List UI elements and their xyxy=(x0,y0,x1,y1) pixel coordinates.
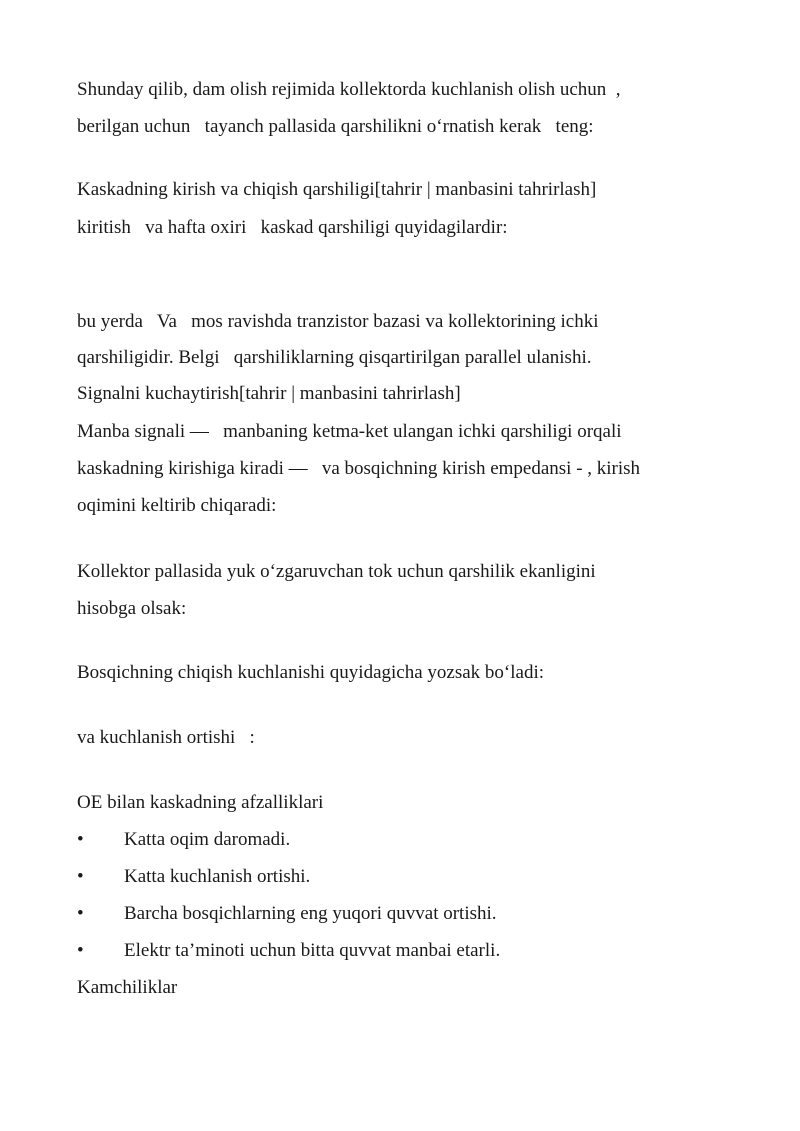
paragraph-text: oqimini keltirib chiqaradi: xyxy=(77,495,277,516)
list-item-text: Katta oqim daromadi. xyxy=(124,829,291,850)
list-item-text: Elektr ta’minoti uchun bitta quvvat manbai etarli. xyxy=(124,940,501,961)
list-item-text: Barcha bosqichlarning eng yuqori quvvat ortishi. xyxy=(124,903,497,924)
paragraph-text: Bosqichning chiqish kuchlanishi quyidagicha yozsak bo‘ladi: xyxy=(77,662,545,683)
bullet-marker: • xyxy=(77,866,84,887)
paragraph-text: va kuchlanish ortishi : xyxy=(77,727,255,748)
disadvantages-heading: Kamchiliklar xyxy=(77,977,178,998)
paragraph-text: qarshiligidir. Belgi qarshiliklarning qisqartirilgan parallel ulanishi. xyxy=(77,347,592,368)
section-heading: Signalni kuchaytirish[tahrir | manbasini tahrirlash] xyxy=(77,383,461,404)
paragraph-text: Kollektor pallasida yuk o‘zgaruvchan tok uchun qarshilik ekanligini xyxy=(77,561,596,582)
paragraph-text: bu yerda Va mos ravishda tranzistor bazasi va kollektorining ichki xyxy=(77,311,599,332)
paragraph-text: Shunday qilib, dam olish rejimida kollektorda kuchlanish olish uchun , xyxy=(77,79,621,100)
paragraph-text: Manba signali — manbaning ketma-ket ulangan ichki qarshiligi orqali xyxy=(77,421,622,442)
list-item-text: Katta kuchlanish ortishi. xyxy=(124,866,311,887)
bullet-marker: • xyxy=(77,940,84,961)
advantages-heading: OE bilan kaskadning afzalliklari xyxy=(77,792,324,813)
bullet-marker: • xyxy=(77,903,84,924)
paragraph-text: kaskadning kirishiga kiradi — va bosqichning kirish empedansi - , kirish xyxy=(77,458,641,479)
paragraph-text: hisobga olsak: xyxy=(77,598,187,619)
paragraph-text: kiritish va hafta oxiri kaskad qarshiligi quyidagilardir: xyxy=(77,217,508,238)
bullet-marker: • xyxy=(77,829,84,850)
paragraph-text: berilgan uchun tayanch pallasida qarshilikni o‘rnatish kerak teng: xyxy=(77,116,594,137)
section-heading: Kaskadning kirish va chiqish qarshiligi[tahrir | manbasini tahrirlash] xyxy=(77,179,597,200)
